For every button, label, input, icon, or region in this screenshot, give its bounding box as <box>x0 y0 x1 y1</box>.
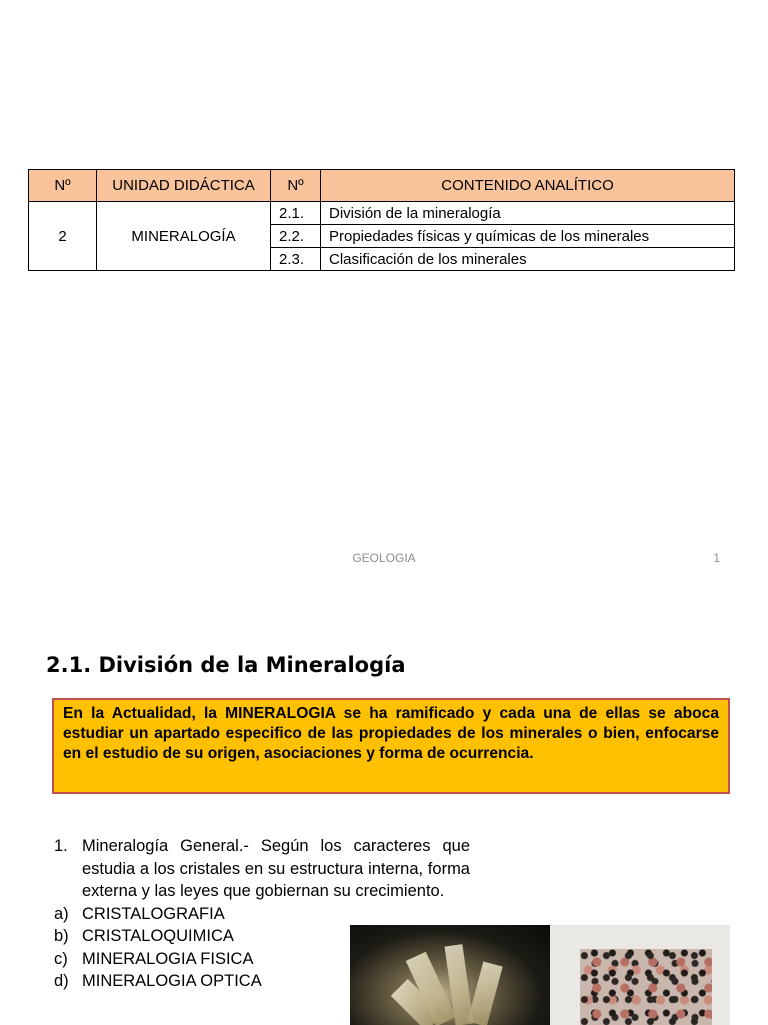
subitem-text: CRISTALOQUIMICA <box>82 927 234 945</box>
header-unit: UNIDAD DIDÁCTICA <box>97 170 271 202</box>
subitem-marker: c) <box>54 949 68 968</box>
callout-text-part1: En la Actualidad, la <box>63 705 226 722</box>
subitem-text: MINERALOGIA OPTICA <box>82 972 262 990</box>
list-marker: 1. <box>54 837 68 855</box>
row-number: 2.1. <box>271 202 321 225</box>
syllabus-table <box>28 169 735 271</box>
row-content: Clasificación de los minerales <box>321 248 735 271</box>
slide-2 <box>0 600 768 1024</box>
slide-title: 2.1. División de la Mineralogía <box>46 653 406 677</box>
granite-sample <box>580 949 712 1025</box>
subitem-text: MINERALOGIA FISICA <box>82 949 254 968</box>
unit-number: 2 <box>29 202 97 271</box>
list-subitem <box>54 903 470 926</box>
list-item <box>54 835 470 903</box>
callout-text-part2: se ha ramificado y cada una de ellas se aboca estudiar un apartado especifico de las propiedades de los minerales o bien, enfocarse en el estudio de su origen, asociaciones y forma de ocurrencia. <box>63 705 719 762</box>
granite-photo <box>550 925 730 1025</box>
row-content: Propiedades físicas y químicas de los minerales <box>321 225 735 248</box>
header-number: Nº <box>29 170 97 202</box>
table-header-row <box>29 170 735 202</box>
crystal-shape <box>467 961 502 1025</box>
subitem-marker: a) <box>54 904 69 923</box>
page-number: 1 <box>713 551 720 565</box>
callout-box <box>52 698 730 794</box>
table-row <box>29 202 735 225</box>
list-item-text: Mineralogía General.- Según los caracteres que estudia a los cristales en su estructura interna, forma externa y las leyes que gobiernan su crecimiento. <box>82 837 470 900</box>
mineral-photos <box>350 925 730 1025</box>
row-content: División de la mineralogía <box>321 202 735 225</box>
quartz-photo <box>350 925 550 1025</box>
subitem-marker: d) <box>54 972 69 990</box>
footer-label: GEOLOGIA <box>352 551 416 565</box>
subitem-marker: b) <box>54 927 69 945</box>
header-content: CONTENIDO ANALÍTICO <box>321 170 735 202</box>
row-number: 2.3. <box>271 248 321 271</box>
unit-name: MINERALOGÍA <box>97 202 271 271</box>
row-number: 2.2. <box>271 225 321 248</box>
callout-bold-term: MINERALOGIA <box>225 705 336 722</box>
header-subnumber: Nº <box>271 170 321 202</box>
subitem-text: CRISTALOGRAFIA <box>82 904 225 923</box>
